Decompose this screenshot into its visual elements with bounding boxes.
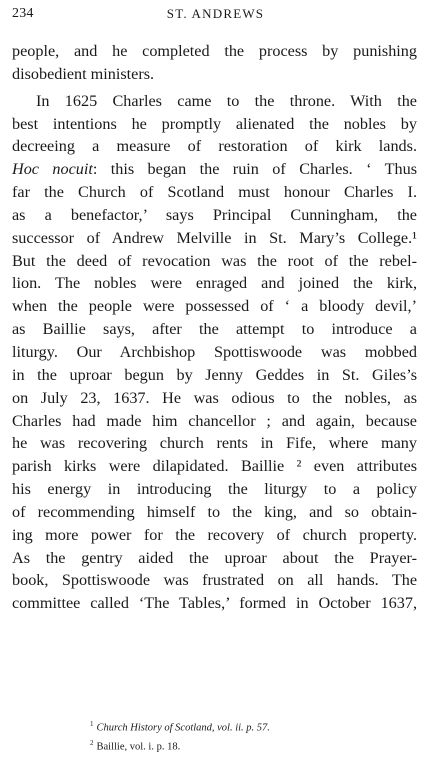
- page-header: [12, 6, 419, 24]
- footnote: [90, 736, 420, 755]
- text-line: ing more power for the recovery of church property.: [12, 525, 417, 544]
- footnote-text: Baillie, vol. i. p. 18.: [96, 741, 181, 752]
- text-line: book, Spottiswoode was frustrated on all hands. The: [12, 571, 417, 590]
- text-line: as a benefactor,’ says Principal Cunningham, the: [12, 205, 417, 224]
- text-line: in the uproar begun by Jenny Geddes in St. Giles’s: [12, 365, 417, 384]
- text-line: his energy in introducing the liturgy to a policy: [12, 480, 417, 499]
- text-line: But the deed of revocation was the root of the rebel-: [12, 251, 417, 270]
- text-line: far the Church of Scotland must honour Charles I.: [12, 183, 417, 202]
- text-line: on July 23, 1637. He was odious to the nobles, as: [12, 388, 417, 407]
- text-line: he was recovering church rents in Fife, where many: [12, 434, 417, 453]
- text-line: liturgy. Our Archbishop Spottiswoode was mobbed: [12, 342, 417, 361]
- paragraph: [12, 40, 417, 86]
- text-line: when the people were possessed of ‘ a bloody devil,’: [12, 297, 417, 316]
- footnotes: [90, 717, 420, 754]
- text-line: as Baillie says, after the attempt to introduce a: [12, 320, 417, 339]
- footnote-text: Church History of Scotland, vol. ii. p. 57.: [96, 722, 270, 734]
- text-line: committee called ‘The Tables,’ formed in October 1637,: [12, 594, 417, 613]
- text-line: best intentions he promptly alienated the nobles by: [12, 114, 417, 133]
- text-line: Charles had made him chancellor ; and again, because: [12, 411, 417, 430]
- body-text: [12, 40, 417, 615]
- page-number: 234: [12, 6, 34, 21]
- text-line-rest: : this began the ruin of Charles. ‘ Thus: [92, 160, 417, 179]
- text-line: disobedient ministers.: [12, 64, 155, 83]
- text-line: lion. The nobles were enraged and joined the kirk,: [12, 274, 417, 293]
- text-line: of recommending himself to the king, and so obtain-: [12, 502, 417, 521]
- text-line: In 1625 Charles came to the throne. With the: [36, 91, 417, 110]
- footnote: [90, 717, 420, 736]
- text-line: people, and he completed the process by punishing: [12, 42, 417, 60]
- latin-phrase: Hoc nocuit: [12, 160, 93, 179]
- paragraph: [12, 90, 417, 615]
- footnote-mark: 1: [90, 720, 94, 728]
- text-line: decreeing a measure of restoration of kirk lands.: [12, 137, 417, 156]
- text-line: parish kirks were dilapidated. Baillie ² even attributes: [12, 457, 417, 476]
- running-title: ST. ANDREWS: [166, 6, 265, 21]
- text-line: [12, 158, 417, 181]
- footnote-mark: 2: [90, 738, 94, 747]
- text-line: As the gentry aided the uproar about the Prayer-: [12, 548, 417, 567]
- text-line: successor of Andrew Melville in St. Mary’s College.¹: [12, 228, 417, 247]
